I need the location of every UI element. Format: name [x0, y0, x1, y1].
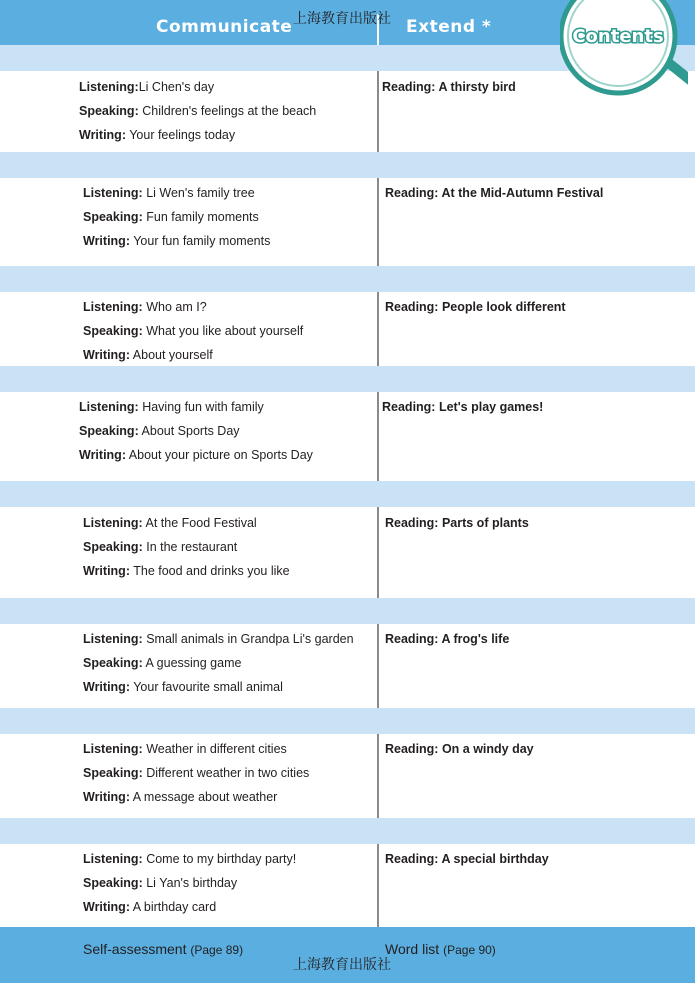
writing-line: Writing: A message about weather: [83, 790, 278, 804]
column-divider: [377, 734, 379, 818]
writing-line: Writing: About your picture on Sports Day: [79, 448, 313, 462]
unit-band: [0, 598, 695, 624]
column-header-communicate: Communicate: [156, 17, 293, 37]
listening-line: Listening: Small animals in Grandpa Li's garden: [83, 632, 354, 646]
unit-band: [0, 818, 695, 844]
speaking-line: Speaking: In the restaurant: [83, 540, 238, 554]
speaking-line: Speaking: Li Yan's birthday: [83, 876, 238, 890]
column-divider: [377, 292, 379, 366]
extend-reading: Reading: A special birthday: [385, 852, 549, 866]
speaking-line: Speaking: Different weather in two cities: [83, 766, 310, 780]
extend-reading: Reading: A thirsty bird: [382, 80, 516, 94]
writing-line: Writing: About yourself: [83, 348, 213, 362]
listening-line: Listening: Having fun with family: [79, 400, 264, 414]
speaking-line: Speaking: Fun family moments: [83, 210, 259, 224]
extend-reading: Reading: Let's play games!: [382, 400, 544, 414]
speaking-line: Speaking: About Sports Day: [79, 424, 240, 438]
column-divider: [377, 844, 379, 927]
listening-line: Listening: Come to my birthday party!: [83, 852, 297, 866]
writing-line: Writing: A birthday card: [83, 900, 217, 914]
column-divider: [377, 507, 379, 598]
contents-magnifier-icon: [560, 0, 688, 96]
unit-band: [0, 366, 695, 392]
extend-reading: Reading: People look different: [385, 300, 566, 314]
speaking-line: Speaking: Children's feelings at the beach: [79, 104, 317, 118]
listening-line: Listening: Li Wen's family tree: [83, 186, 255, 200]
column-divider: [377, 178, 379, 266]
speaking-line: Speaking: A guessing game: [83, 656, 242, 670]
unit-band: [0, 266, 695, 292]
extend-reading: Reading: On a windy day: [385, 742, 534, 756]
word-list-link[interactable]: Word list (Page 90): [385, 941, 496, 957]
unit-band: [0, 708, 695, 734]
listening-line: Listening:Li Chen's day: [79, 80, 215, 94]
unit-band: [0, 481, 695, 507]
contents-label: Contents: [572, 26, 664, 47]
speaking-line: Speaking: What you like about yourself: [83, 324, 304, 338]
unit-band: [0, 152, 695, 178]
publisher-watermark-top: 上海教育出版社: [293, 11, 391, 27]
column-divider: [377, 71, 379, 152]
column-header-extend: Extend *: [406, 17, 492, 37]
writing-line: Writing: The food and drinks you like: [83, 564, 290, 578]
writing-line: Writing: Your feelings today: [79, 128, 236, 142]
column-divider: [377, 392, 379, 481]
writing-line: Writing: Your fun family moments: [83, 234, 271, 248]
column-divider: [377, 624, 379, 708]
publisher-watermark-bottom: 上海教育出版社: [293, 957, 391, 973]
extend-reading: Reading: Parts of plants: [385, 516, 529, 530]
listening-line: Listening: Weather in different cities: [83, 742, 287, 756]
extend-reading: Reading: At the Mid-Autumn Festival: [385, 186, 604, 200]
listening-line: Listening: Who am I?: [83, 300, 207, 314]
writing-line: Writing: Your favourite small animal: [83, 680, 283, 694]
self-assessment-link[interactable]: Self-assessment (Page 89): [83, 941, 244, 957]
extend-reading: Reading: A frog's life: [385, 632, 510, 646]
listening-line: Listening: At the Food Festival: [83, 516, 257, 530]
